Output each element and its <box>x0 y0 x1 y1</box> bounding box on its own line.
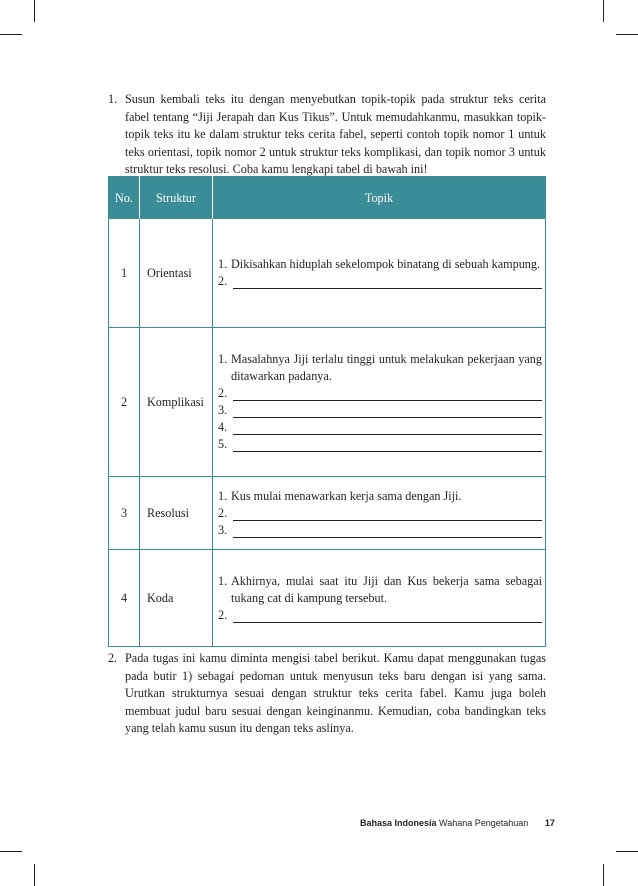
instruction-1 <box>108 91 546 179</box>
table-header-row <box>109 177 546 220</box>
crop-mark <box>34 864 35 886</box>
crop-mark <box>603 864 604 886</box>
fill-in-blank[interactable] <box>233 536 542 538</box>
crop-mark <box>603 0 604 22</box>
topik-item <box>218 505 542 522</box>
topik-text: Dikisahkan hiduplah sekelompok binatang di sebuah kampung. <box>231 257 541 271</box>
fill-in-blank[interactable] <box>233 450 542 452</box>
row-struktur: Komplikasi <box>140 328 213 477</box>
topik-item <box>218 402 542 419</box>
topik-item <box>218 522 542 539</box>
topik-number: 2. <box>218 386 228 400</box>
header-no: No. <box>109 177 140 220</box>
table-row <box>109 219 546 328</box>
topik-item <box>218 488 542 505</box>
topik-number: 1. <box>218 257 228 271</box>
row-number: 3 <box>109 477 140 550</box>
topik-item <box>218 419 542 436</box>
instruction-text: Susun kembali teks itu dengan menyebutkan topik-topik pada struktur teks cerita fabel tentang “Jiji Jerapah dan Kus Tikus”. Untuk memudahkanmu, masukkan topik-topik teks itu ke dalam struktur teks cerita fabel, seperti contoh topik nomor 1 untuk teks orientasi, topik nomor 2 untuk struktur teks komplikasi, dan topik nomor 3 untuk struktur teks resolusi. Coba kamu lengkapi tabel di bawah ini! <box>125 92 546 177</box>
topik-item <box>218 436 542 453</box>
row-topik <box>213 328 546 477</box>
table-row <box>109 328 546 477</box>
row-number: 4 <box>109 550 140 647</box>
row-number: 1 <box>109 219 140 328</box>
row-topik <box>213 477 546 550</box>
topik-number: 5. <box>218 437 228 451</box>
instruction-text: Pada tugas ini kamu diminta mengisi tabel berikut. Kamu dapat menggunakan tugas pada butir 1) sebagai pedoman untuk menyusun teks baru dengan isi yang sama. Urutkan strukturnya sesuai dengan struktur teks cerita fabel. Kamu juga boleh membuat judul baru sesuai dengan keinginanmu. Kemudian, coba bandingkan teks yang telah kamu susun itu dengan teks aslinya. <box>125 651 546 736</box>
topik-text: Masalahnya Jiji terlalu tinggi untuk melakukan pekerjaan yang ditawarkan padanya. <box>231 352 542 383</box>
row-struktur: Orientasi <box>140 219 213 328</box>
topik-number: 1. <box>218 573 228 588</box>
topik-text: Kus mulai menawarkan kerja sama dengan Jiji. <box>231 488 462 503</box>
instruction-number: 1. <box>108 92 118 106</box>
crop-mark <box>0 851 22 852</box>
topik-number: 1. <box>218 488 228 503</box>
crop-mark <box>616 851 638 852</box>
fill-in-blank[interactable] <box>233 519 542 521</box>
header-struktur: Struktur <box>140 177 213 220</box>
row-number: 2 <box>109 328 140 477</box>
topik-number: 2. <box>218 505 228 520</box>
fill-in-blank[interactable] <box>233 433 542 435</box>
fill-in-blank[interactable] <box>233 287 542 289</box>
table-row <box>109 550 546 647</box>
page-footer <box>360 818 555 828</box>
topik-number: 3. <box>218 403 228 417</box>
row-topik <box>213 550 546 647</box>
topik-item <box>218 256 542 273</box>
fill-in-blank[interactable] <box>233 621 542 623</box>
book-title: Bahasa Indonesia <box>360 818 437 828</box>
fable-structure-table <box>108 176 546 647</box>
fill-in-blank[interactable] <box>233 399 542 401</box>
topik-item <box>218 607 542 624</box>
topik-number: 3. <box>218 522 228 537</box>
crop-mark <box>0 34 22 35</box>
instruction-number: 2. <box>108 651 118 665</box>
topik-number: 2. <box>218 274 228 288</box>
topik-number: 1. <box>218 352 228 366</box>
topik-item <box>218 273 542 290</box>
row-topik <box>213 219 546 328</box>
topik-item <box>218 351 542 385</box>
topik-text: Akhirnya, mulai saat itu Jiji dan Kus bekerja sama sebagai tukang cat di kampung tersebut. <box>231 573 542 605</box>
topik-number: 2. <box>218 607 228 622</box>
page-number: 17 <box>544 818 555 828</box>
fill-in-blank[interactable] <box>233 416 542 418</box>
topik-item <box>218 385 542 402</box>
instruction-2 <box>108 650 546 738</box>
topik-item <box>218 573 542 607</box>
crop-mark <box>616 34 638 35</box>
header-topik: Topik <box>213 177 546 220</box>
row-struktur: Resolusi <box>140 477 213 550</box>
crop-mark <box>34 0 35 22</box>
table-row <box>109 477 546 550</box>
row-struktur: Koda <box>140 550 213 647</box>
topik-number: 4. <box>218 420 228 434</box>
book-subtitle: Wahana Pengetahuan <box>439 818 529 828</box>
